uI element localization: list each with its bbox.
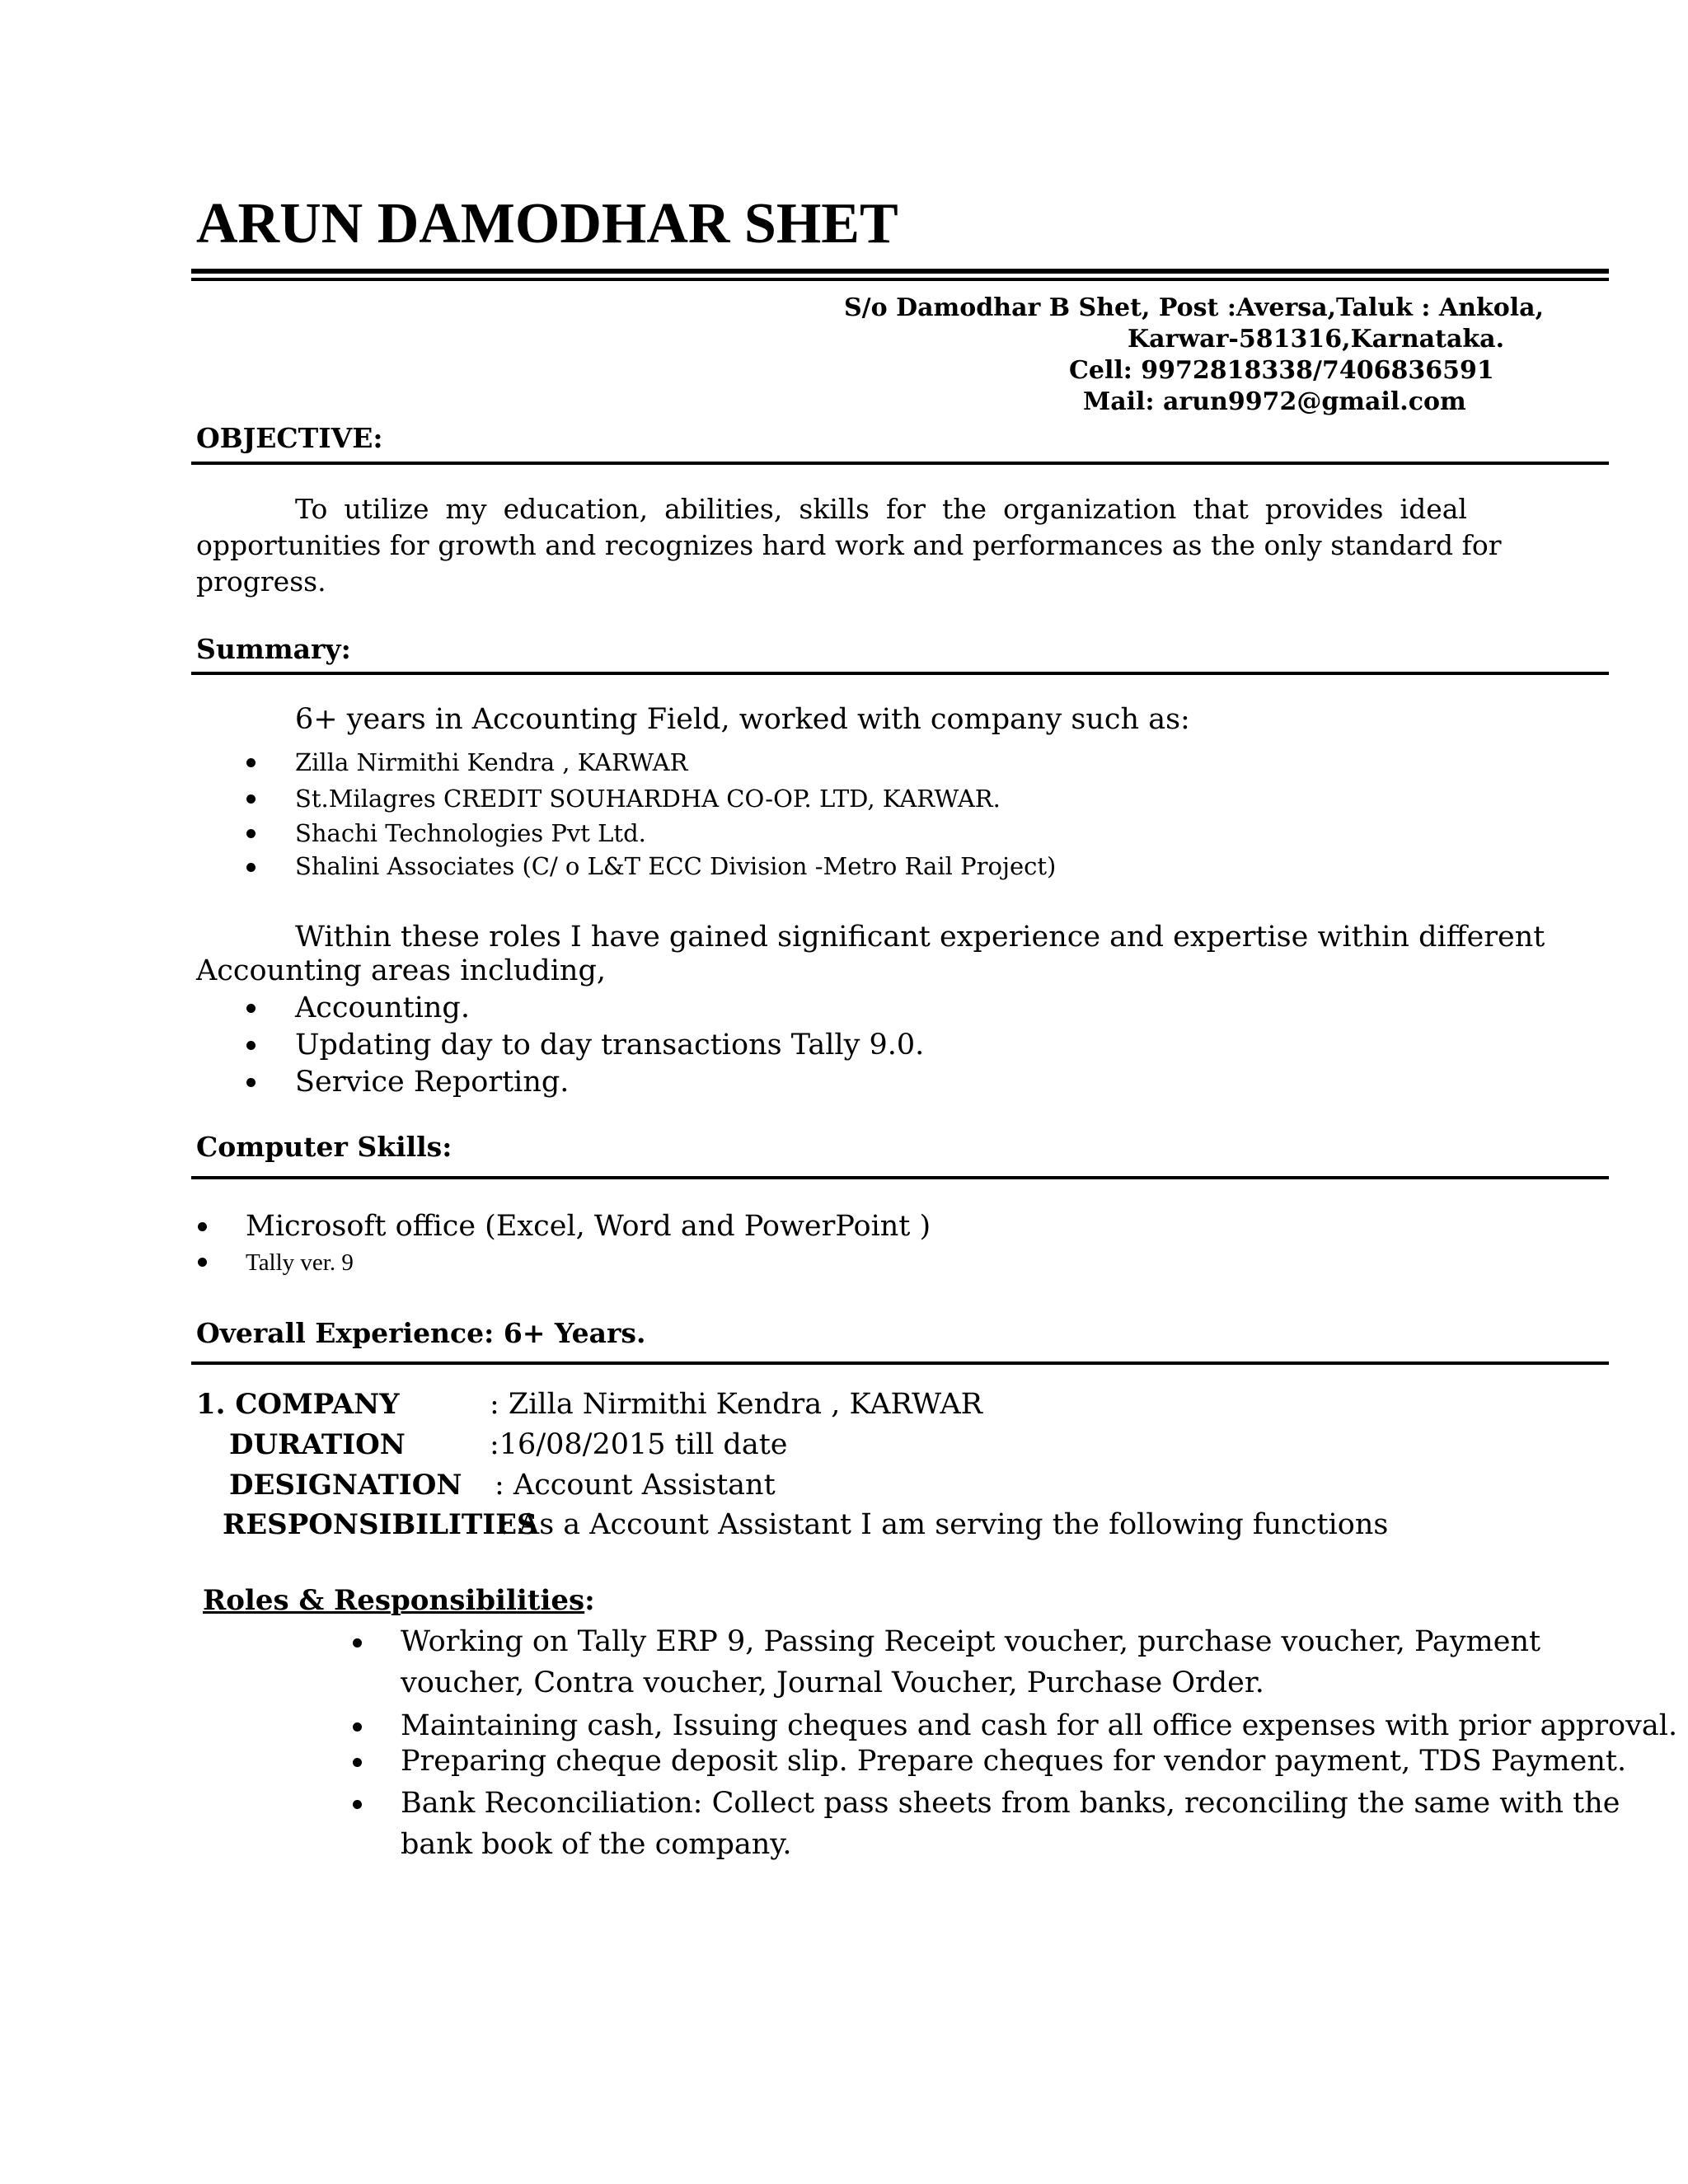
role-list-item-continuation: bank book of the company.	[401, 1828, 792, 1861]
expertise-list-item: Accounting.	[295, 991, 470, 1024]
bullet-icon	[246, 863, 256, 872]
role-list-item: Maintaining cash, Issuing cheques and cash for all office expenses with prior approval.	[401, 1709, 1678, 1742]
designation-value: : Account Assistant	[495, 1469, 776, 1502]
address-line-1: S/o Damodhar B Shet, Post :Aversa,Taluk : Ankola,	[844, 293, 1545, 322]
roles-heading-text: Roles & Responsibilities	[203, 1584, 585, 1617]
bullet-icon	[246, 1041, 256, 1050]
expertise-list-item: Updating day to day transactions Tally 9.0.	[295, 1029, 925, 1062]
address-line-2: Karwar-581316,Karnataka.	[1128, 325, 1505, 354]
roles-heading-colon: :	[584, 1584, 595, 1617]
company-value: : Zilla Nirmithi Kendra , KARWAR	[490, 1388, 982, 1421]
summary-experience-line-1: Within these roles I have gained significant experience and expertise within different	[295, 921, 1545, 954]
expertise-list-item: Service Reporting.	[295, 1066, 570, 1099]
duration-value: :16/08/2015 till date	[490, 1428, 788, 1461]
skill-list-item: Tally ver. 9	[246, 1249, 354, 1276]
skill-list-item: Microsoft office (Excel, Word and PowerPoint )	[246, 1210, 931, 1243]
bullet-icon	[198, 1222, 207, 1231]
header-rule-top	[191, 269, 1609, 274]
role-list-item: Working on Tally ERP 9, Passing Receipt voucher, purchase voucher, Payment	[401, 1625, 1541, 1658]
header-rule-bottom	[191, 278, 1609, 281]
objective-heading: OBJECTIVE:	[196, 422, 383, 454]
company-list-item: Zilla Nirmithi Kendra , KARWAR	[295, 748, 688, 776]
bullet-icon	[198, 1258, 207, 1267]
company-list-item: St.Milagres CREDIT SOUHARDHA CO-OP. LTD, KARWAR.	[295, 785, 1001, 813]
role-list-item-continuation: voucher, Contra voucher, Journal Voucher, Purchase Order.	[401, 1666, 1264, 1699]
objective-text-line-2: opportunities for growth and recognizes hard work and performances as the only standard for	[196, 529, 1502, 561]
responsibilities-label: RESPONSIBILITIES	[223, 1508, 537, 1541]
summary-rule	[191, 672, 1609, 675]
bullet-icon	[246, 794, 256, 804]
objective-text-line-1: To utilize my education, abilities, skills for the organization that provides ideal	[295, 493, 1467, 525]
bullet-icon	[353, 1800, 362, 1809]
computer-skills-rule	[191, 1176, 1609, 1179]
designation-label: DESIGNATION	[229, 1469, 462, 1502]
roles-heading	[203, 1584, 595, 1617]
candidate-name: ARUN DAMODHAR SHET	[196, 192, 898, 255]
role-list-item: Preparing cheque deposit slip. Prepare cheques for vendor payment, TDS Payment.	[401, 1745, 1627, 1778]
objective-rule	[191, 462, 1609, 465]
bullet-icon	[353, 1758, 362, 1767]
role-list-item: Bank Reconciliation: Collect pass sheets from banks, reconciling the same with the	[401, 1787, 1620, 1820]
overall-experience-rule	[191, 1361, 1609, 1365]
company-list-item: Shachi Technologies Pvt Ltd.	[295, 819, 646, 847]
computer-skills-heading: Computer Skills:	[196, 1131, 452, 1163]
overall-experience-heading: Overall Experience: 6+ Years.	[196, 1317, 646, 1349]
summary-experience-line-2: Accounting areas including,	[196, 954, 606, 987]
cell-number: Cell: 9972818338/7406836591	[1069, 356, 1494, 385]
summary-heading: Summary:	[196, 633, 351, 665]
bullet-icon	[246, 1078, 256, 1087]
email-address: Mail: arun9972@gmail.com	[1083, 387, 1466, 416]
duration-label: DURATION	[229, 1428, 406, 1461]
responsibilities-value: : As a Account Assistant I am serving the following functions	[499, 1508, 1389, 1541]
bullet-icon	[246, 829, 256, 838]
company-label: 1. COMPANY	[196, 1388, 400, 1421]
objective-text-line-3: progress.	[196, 565, 326, 598]
company-list-item: Shalini Associates (C/ o L&T ECC Division -Metro Rail Project)	[295, 852, 1057, 880]
bullet-icon	[353, 1722, 362, 1732]
summary-intro: 6+ years in Accounting Field, worked with company such as:	[295, 703, 1190, 736]
bullet-icon	[246, 758, 256, 767]
bullet-icon	[353, 1638, 362, 1647]
bullet-icon	[246, 1004, 256, 1013]
